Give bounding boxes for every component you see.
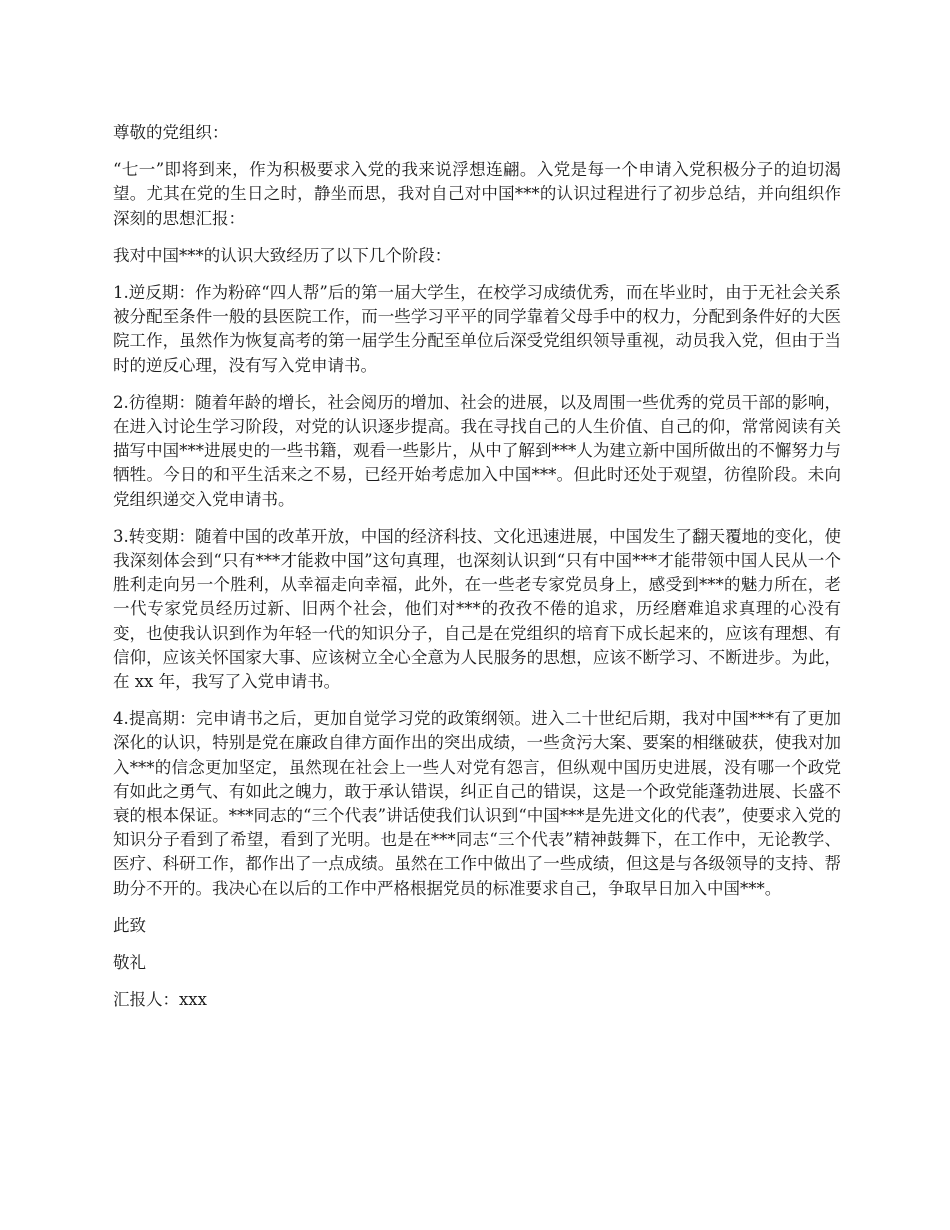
stage-3-paragraph: 3.转变期：随着中国的改革开放，中国的经济科技、文化迅速进展，中国发生了翻天覆地的变化，使我深刻体会到“只有***才能救中国”这句真理，也深刻认识到“只有中国***才能带领中国人民从一个胜利走向另一个胜利，从幸福走向幸福，此外，在一些老专家党员身上，感受到***的魅力所在，老一代专家党员经历过新、旧两个社会，他们对***的孜孜不倦的追求，历经磨难追求真理的心没有变，也使我认识到作为年轻一代的知识分子，自己是在党组织的培育下成长起来的，应该有理想、有信仰，应该关怀国家大事、应该树立全心全意为人民服务的思想，应该不断学习、不断进步。为此，在 xx 年，我写了入党申请书。: [113, 526, 841, 692]
stage-4-paragraph: 4.提高期：完申请书之后，更加自觉学习党的政策纲领。进入二十世纪后期，我对中国***有了更加深化的认识，特别是党在廉政自律方面作出的突出成绩，一些贪污大案、要案的相继破获，使我对加入***的信念更加坚定，虽然现在社会上一些人对党有怨言，但纵观中国历史进展，没有哪一个政党有如此之勇气、有如此之魄力，敢于承认错误，纠正自己的错误，这是一个政党能蓬勃进展、长盛不衰的根本保证。***同志的“三个代表”讲话使我们认识到“中国***是先进文化的代表”，使要求入党的知识分子看到了希望，看到了光明。也是在***同志“三个代表”精神鼓舞下，在工作中，无论教学、医疗、科研工作，都作出了一点成绩。虽然在工作中做出了一些成绩，但这是与各级领导的支持、帮助分不开的。我决心在以后的工作中严格根据党员的标准要求自己，争取早日加入中国***。: [113, 709, 841, 898]
stage-1-paragraph: 1.逆反期：作为粉碎“四人帮”后的第一届大学生，在校学习成绩优秀，而在毕业时，由于无社会关系被分配至条件一般的县医院工作，而一些学习平平的同学靠着父母手中的权力，分配到条件好的大医院工作，虽然作为恢复高考的第一届学生分配至单位后深受党组织领导重视，动员我入党，但由于当时的逆反心理，没有写入党申请书。: [113, 283, 841, 375]
intro-paragraph: “七一”即将到来，作为积极要求入党的我来说浮想连翩。入党是每一个申请入党积极分子的迫切渴望。尤其在党的生日之时，静坐而思，我对自己对中国***的认识过程进行了初步总结，并向组织作深刻的思想汇报：: [113, 160, 841, 228]
closing-line-1: 此致: [113, 915, 146, 935]
stage-2-paragraph: 2.彷徨期：随着年龄的增长，社会阅历的增加、社会的进展，以及周围一些优秀的党员干部的影响，在进入讨论生学习阶段，对党的认识逐步提高。我在寻找自己的人生价值、自己的仰，常常阅读有关描写中国***进展史的一些书籍，观看一些影片，从中了解到***人为建立新中国所做出的不懈努力与牺牲。今日的和平生活来之不易，已经开始考虑加入中国***。但此时还处于观望，彷徨阶段。未向党组织递交入党申请书。: [113, 392, 841, 509]
letter-body: [113, 121, 841, 1026]
stages-intro: 我对中国***的认识大致经历了以下几个阶段：: [113, 245, 452, 265]
closing-line-2: 敬礼: [113, 953, 146, 973]
signature: 汇报人：xxx: [113, 990, 207, 1010]
salutation: 尊敬的党组织：: [113, 123, 229, 142]
